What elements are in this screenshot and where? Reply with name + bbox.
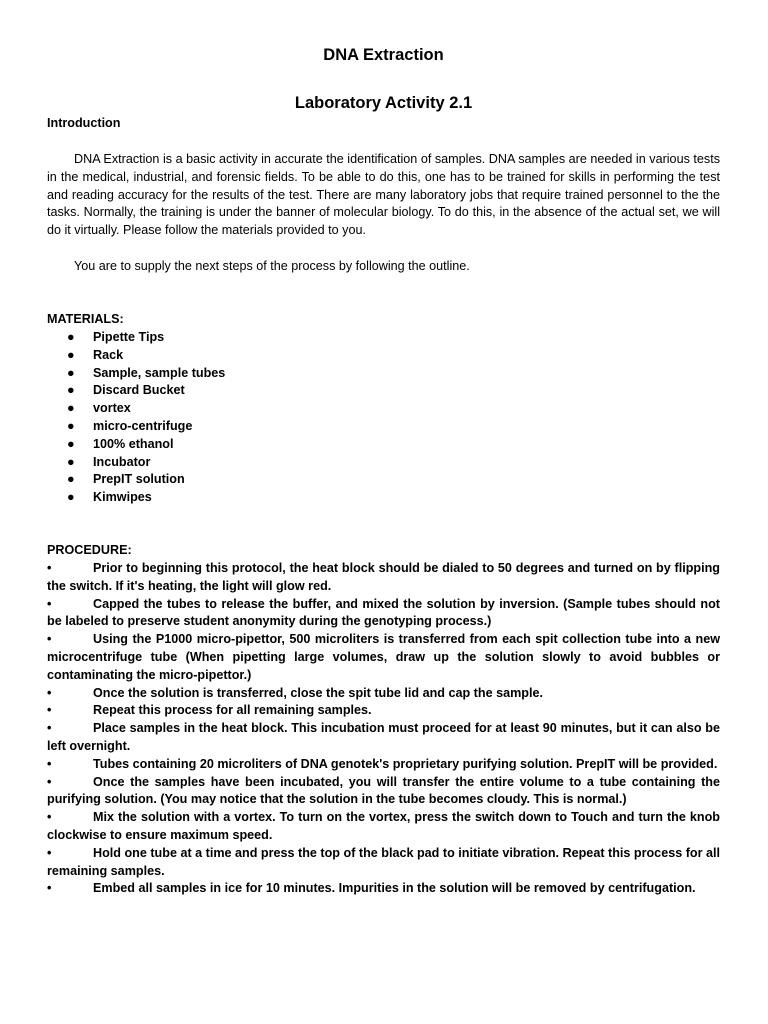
bullet-icon: •	[47, 810, 52, 825]
introduction-heading: Introduction	[47, 116, 121, 130]
bullet-icon: •	[47, 845, 52, 860]
procedure-step: • Prior to beginning this protocol, the heat block should be dialed to 50 degrees and turned on by flipping the switch. If it's heating, the light will glow red.	[47, 561, 720, 593]
list-item: ● Discard Bucket	[47, 382, 225, 400]
bullet-icon: ●	[67, 490, 75, 505]
procedure-step: • Capped the tubes to release the buffer, and mixed the solution by inversion. (Sample tubes should not be labeled to preserve student anonymity during the genotyping process.)	[47, 596, 720, 629]
bullet-icon: •	[47, 721, 52, 736]
list-item: ● PrepIT solution	[47, 471, 225, 489]
bullet-icon: •	[47, 881, 52, 896]
bullet-icon: ●	[67, 383, 75, 398]
introduction-instruction: You are to supply the next steps of the process by following the outline.	[74, 259, 470, 273]
bullet-icon: ●	[67, 365, 75, 380]
introduction-paragraph: DNA Extraction is a basic activity in accurate the identification of samples. DNA samples are needed in various tests in the medical, industrial, and forensic fields. To be able to do this, one has to be trained for skills in performing the test and reading accuracy for the results of the test. There are many laboratory jobs that require trained personnel to the the tasks. Normally, the training is under the banner of molecular biology. To do this, in the absence of the actual set, we will do it virtually. Please follow the materials provided to you.	[47, 152, 720, 238]
bullet-icon: •	[47, 685, 52, 700]
list-item: ● Kimwipes	[47, 489, 225, 507]
document-subtitle: Laboratory Activity 2.1	[294, 94, 473, 112]
procedure-step: • Repeat this process for all remaining samples.	[47, 702, 720, 720]
list-item: ● Sample, sample tubes	[47, 365, 225, 383]
list-item: ● micro-centrifuge	[47, 418, 225, 436]
bullet-icon: •	[47, 561, 52, 575]
procedure-step: • Mix the solution with a vortex. To turn on the vortex, press the switch down to Touch and turn the knob clockwise to ensure maximum speed.	[47, 810, 720, 842]
procedure-step: • Embed all samples in ice for 10 minutes. Impurities in the solution will be removed by centrifugation.	[47, 880, 720, 898]
list-item: ● Incubator	[47, 454, 225, 472]
bullet-icon: •	[47, 703, 52, 718]
bullet-icon: •	[47, 596, 52, 611]
bullet-icon: •	[47, 632, 52, 647]
bullet-icon: ●	[67, 401, 75, 416]
procedure-list	[47, 560, 720, 898]
bullet-icon: ●	[67, 347, 75, 362]
materials-heading: MATERIALS:	[47, 312, 124, 326]
procedure-step: • Hold one tube at a time and press the top of the black pad to initiate vibration. Repeat this process for all remaining samples.	[47, 845, 720, 878]
procedure-step: • Once the solution is transferred, close the spit tube lid and cap the sample.	[47, 685, 720, 703]
list-item: ● Pipette Tips	[47, 329, 225, 347]
bullet-icon: •	[47, 774, 52, 789]
bullet-icon: ●	[67, 436, 75, 451]
procedure-step: • Once the samples have been incubated, you will transfer the entire volume to a tube containing the purifying solution. (You may notice that the solution in the tube becomes cloudy. This is normal.)	[47, 774, 720, 807]
list-item: ● Rack	[47, 347, 225, 365]
procedure-step: • Place samples in the heat block. This incubation must proceed for at least 90 minutes, but it can also be left overnight.	[47, 721, 720, 753]
bullet-icon: ●	[67, 472, 75, 487]
procedure-heading: PROCEDURE:	[47, 543, 132, 557]
bullet-icon: ●	[67, 454, 75, 469]
procedure-step: • Using the P1000 micro-pipettor, 500 microliters is transferred from each spit collection tube into a new microcentrifuge tube (When pipetting large volumes, draw up the solution slowly to avoid bubbles or contaminating the micro-pipettor.)	[47, 632, 720, 682]
list-item: ● vortex	[47, 400, 225, 418]
bullet-icon: ●	[67, 418, 75, 433]
list-item: ● 100% ethanol	[47, 436, 225, 454]
bullet-icon: •	[47, 756, 52, 771]
bullet-icon: ●	[67, 330, 75, 344]
document-title: DNA Extraction	[323, 46, 444, 64]
materials-list	[47, 329, 225, 507]
procedure-step: • Tubes containing 20 microliters of DNA genotek's proprietary purifying solution. PrepIT will be provided.	[47, 756, 720, 774]
